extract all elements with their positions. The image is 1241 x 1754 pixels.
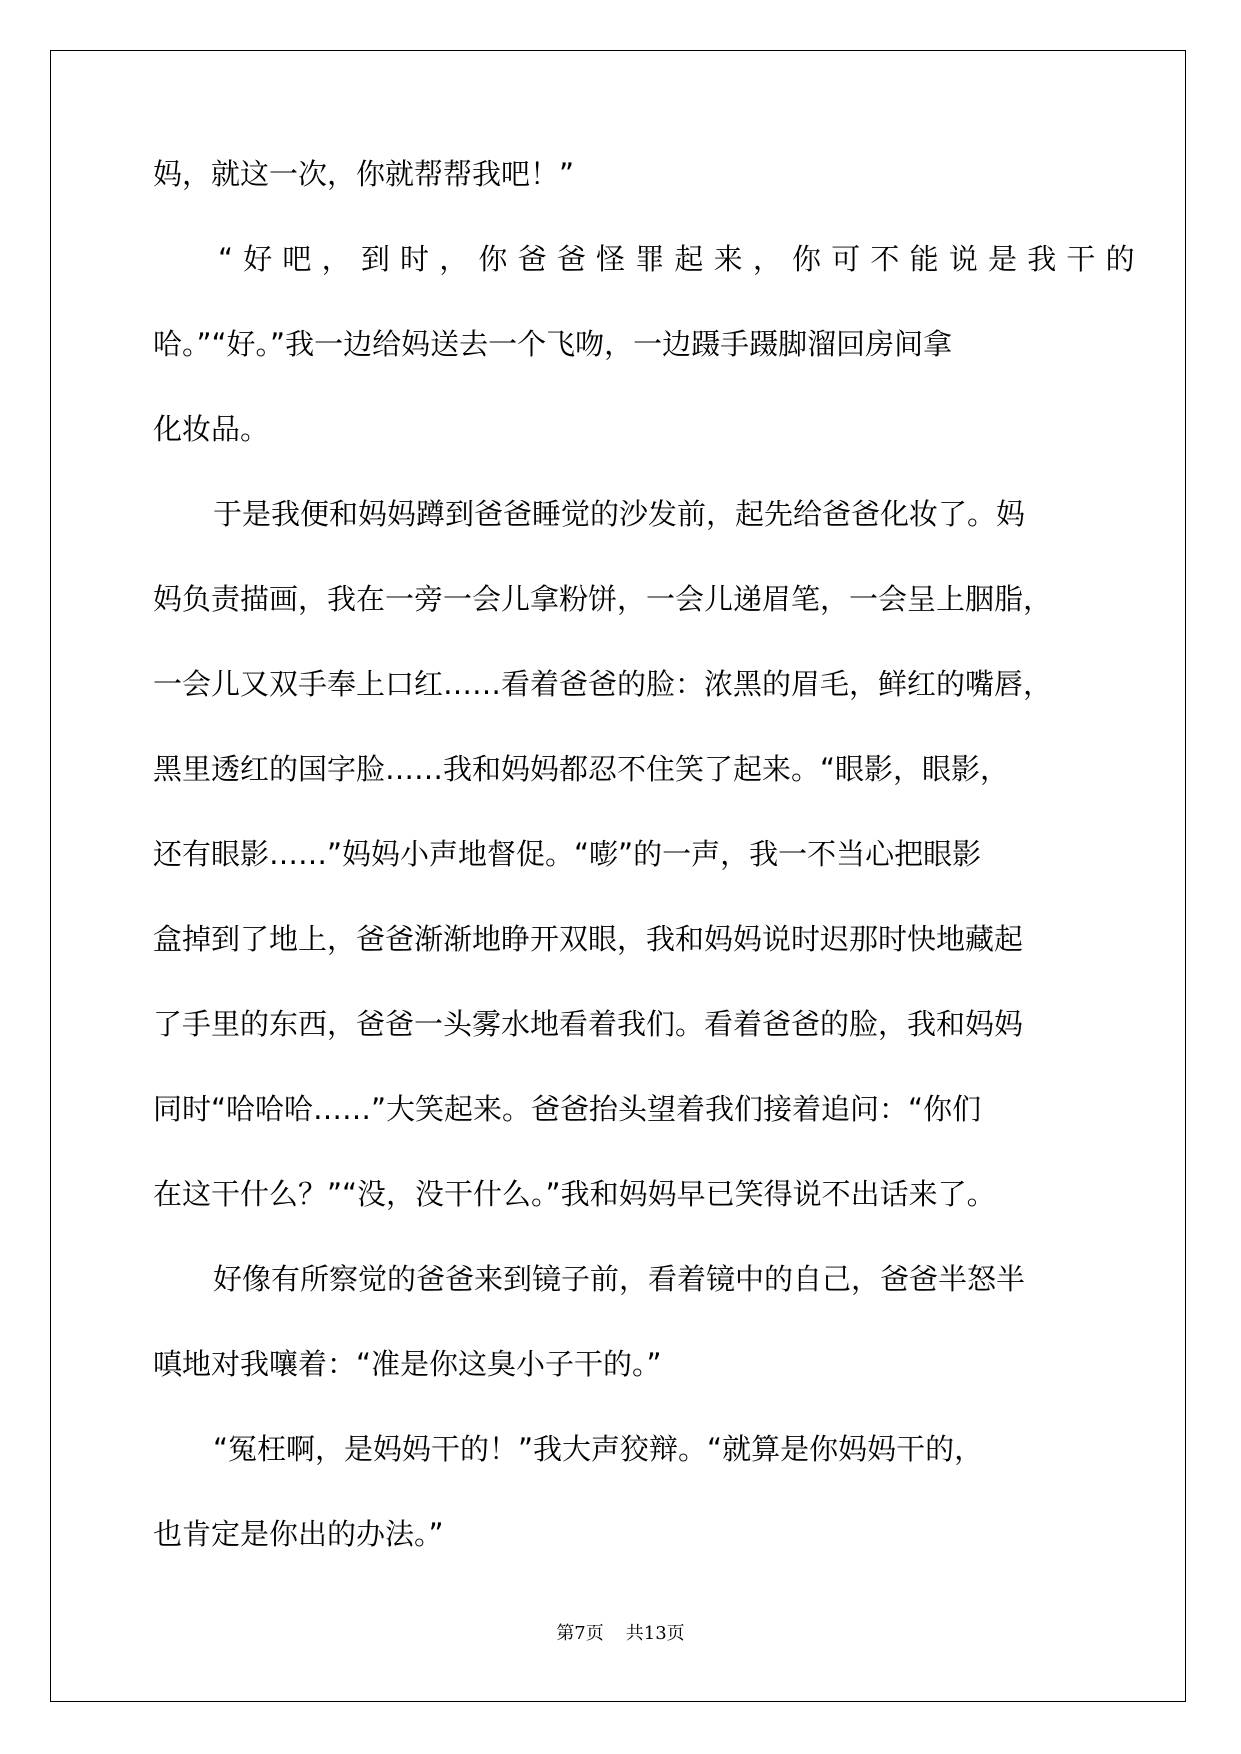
page-footer [0, 1622, 1241, 1646]
page-number: 第7页 [556, 1623, 604, 1644]
text-line: 同时“哈哈哈……”大笑起来。爸爸抬头望着我们接着追问：“你们 [153, 1092, 982, 1126]
text-line: 一会儿又双手奉上口红……看着爸爸的脸：浓黑的眉毛，鲜红的嘴唇， [153, 667, 1053, 701]
text-line: 于是我便和妈妈蹲到爸爸睡觉的沙发前，起先给爸爸化妆了。妈 [213, 497, 1026, 531]
text-line: 还有眼影……”妈妈小声地督促。“嘭”的一声，我一不当心把眼影 [153, 837, 982, 871]
text-line: 嗔地对我嚷着：“准是你这臭小子干的。” [153, 1347, 662, 1381]
text-line: “冤枉啊，是妈妈干的！”我大声狡辩。“就算是你妈妈干的， [213, 1432, 984, 1466]
text-line: “好吧，到时，你爸爸怪罪起来，你可不能说是我干的 [218, 242, 1145, 276]
page-total: 共13页 [625, 1623, 685, 1644]
text-line: 哈。”“好。”我一边给妈送去一个飞吻，一边蹑手蹑脚溜回房间拿 [153, 327, 953, 361]
text-line: 也肯定是你出的办法。” [153, 1517, 444, 1551]
text-line: 好像有所察觉的爸爸来到镜子前，看着镜中的自己，爸爸半怒半 [213, 1262, 1026, 1296]
text-line: 化妆品。 [153, 412, 270, 446]
text-line: 盒掉到了地上，爸爸渐渐地睁开双眼，我和妈妈说时迟那时快地藏起 [153, 922, 1024, 956]
text-line: 黑里透红的国字脸……我和妈妈都忍不住笑了起来。“眼影，眼影， [153, 752, 1010, 786]
text-line: 妈负责描画，我在一旁一会儿拿粉饼，一会儿递眉笔，一会呈上胭脂， [153, 582, 1053, 616]
text-line: 了手里的东西，爸爸一头雾水地看着我们。看着爸爸的脸，我和妈妈 [153, 1007, 1024, 1041]
text-line: 妈，就这一次，你就帮帮我吧！” [153, 157, 575, 191]
text-line: 在这干什么？”“没，没干什么。”我和妈妈早已笑得说不出话来了。 [153, 1177, 996, 1211]
